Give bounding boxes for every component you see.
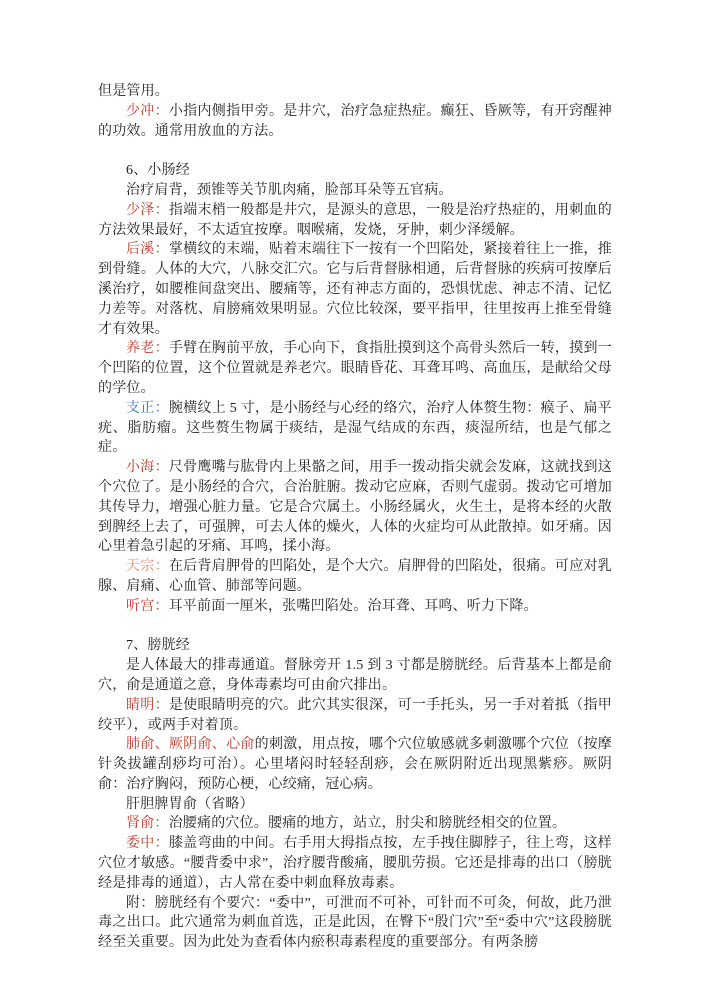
body-text: 7、膀胱经 — [126, 638, 190, 654]
paragraph-spacer — [98, 617, 612, 637]
acupoint-name-label: 小海： — [126, 460, 169, 476]
acupoint-name-label: 养老： — [126, 341, 169, 357]
body-text: 尺骨鹰嘴与肱骨内上果骼之间，用手一拨动指尖就会发麻，这就找到这个穴位了。是小肠经的合穴，合治脏腑。拨动它应麻，否则气虚弱。拨动它可增加其传导力，增强心脏力量。它是合穴属土。小肠经属火，火生土，是将本经的火散到脾经上去了，可强脾，可去人体的燥火，人体的火症均可从此散掉。如牙痛。因心里着急引起的牙痛、耳鸣，揉小海。 — [98, 460, 612, 555]
acupoint-name-label: 听宫： — [126, 598, 169, 614]
acupoint-name-label: 后溪： — [126, 242, 169, 258]
para-shaochong — [98, 102, 612, 142]
body-text: 但是管用。 — [98, 84, 169, 99]
acupoint-name-label: 睛明： — [126, 697, 169, 713]
para-tianzong — [98, 557, 612, 597]
para-yanglao — [98, 339, 612, 398]
document-body — [98, 82, 612, 953]
para-shenshu — [98, 814, 612, 834]
body-text: 膝盖弯曲的中间。右手用大拇指点按，左手拽住脚脖子，往上弯，这样穴位才敏感。“腰背委中求”，治疗腰背酸痛，腰肌劳损。它还是排毒的出口（膀胱经是排毒的通道），古人常在委中刺血释放毒素。 — [98, 836, 612, 891]
para-gandanpiweishu — [98, 795, 612, 815]
body-text: 手臂在胸前平放，手心向下，食指肚摸到这个高骨头然后一转，摸到一个凹陷的位置，这个位置就是养老穴。眼睛昏花、耳聋耳鸣、高血压，是献给父母的学位。 — [98, 341, 612, 396]
acupoint-name-label: 少冲： — [126, 103, 169, 119]
para-weizhong — [98, 834, 612, 893]
acupoint-name-label: 少泽： — [126, 202, 169, 218]
body-text: 小指内侧指甲旁。是井穴，治疗急症热症。癫狂、昏厥等，有开窍醒神的功效。通常用放血的方法。 — [98, 103, 612, 139]
body-text: 是人体最大的排毒通道。督脉旁开 1.5 到 3 寸都是膀胱经。后背基本上都是俞穴，俞是通道之意，身体毒素均可由俞穴排出。 — [98, 658, 612, 693]
body-text: 腕横纹上 5 寸，是小肠经与心经的络穴，治疗人体赘生物：瘊子、扁平疣、脂肪瘤。这些赘生物属于痰结，是湿气结成的东西，痰湿所结，也是气郁之症。 — [98, 400, 612, 456]
para-tinggong — [98, 597, 612, 617]
body-text: 的刺激，用点按，哪个穴位敏感就多刺激哪个穴位（按摩针灸拔罐刮痧均可治）。心里堵闷时轻轻刮痧，会在厥阴附近出现黑紫痧。厥阴俞：治疗胸闷，预防心梗，心绞痛，冠心病。 — [98, 737, 612, 792]
paragraph-spacer — [98, 141, 612, 161]
acupoint-name-label: 天宗： — [126, 559, 169, 575]
para-xiaohai — [98, 458, 612, 557]
body-text: 6、小肠经 — [126, 163, 190, 179]
acupoint-name-label: 肾俞： — [126, 816, 169, 832]
body-text: 治疗肩背，颈锥等关节肌肉痛，脸部耳朵等五官病。 — [126, 182, 453, 198]
acupoint-name-label: 委中： — [126, 836, 169, 852]
body-text: 耳平前面一厘米，张嘴凹陷处。治耳聋、耳鸣、听力下降。 — [168, 598, 538, 614]
body-text: 附：膀胱经有个要穴：“委中”，可泄而不可补，可针而不可灸，何故，此乃泄毒之出口。此穴通常为刺血首选，正是此因，在臀下“殷门穴”至“委中穴”这段膀胱经至关重要。因为此处为查看体内瘀积毒素程度的重要部分。有两条膀 — [98, 895, 612, 951]
body-text: 指端末梢一般都是井穴，是源头的意思，一般是治疗热症的，用刺血的方法效果最好，不太适宜按摩。咽喉痛，发烧，牙肿，刺少泽缓解。 — [98, 202, 612, 238]
para-feishu-jueyinshu-xinshu — [98, 735, 612, 794]
para-continuation-top — [98, 82, 612, 102]
acupoint-name-label: 支正： — [126, 400, 169, 416]
para-jingming — [98, 696, 612, 736]
body-text: 是使眼睛明亮的穴。此穴其实很深，可一手托头，另一手对着抵（指甲绞平），或两手对着顶。 — [98, 697, 612, 733]
body-text: 治腰痛的穴位。腰痛的地方，站立，肘尖和膀胱经相交的位置。 — [168, 816, 567, 832]
para-zhizheng — [98, 399, 612, 458]
body-text: 掌横纹的末端，贴着末端往下一按有一个凹陷处，紧接着往上一推，推到骨缝。人体的大穴，八脉交汇穴。它与后背督脉相通，后背督脉的疾病可按摩后溪治疗，如腰椎间盘突出、腰痛等，还有神志方面的，恐惧忧虑、神志不清、记忆力差等。对落枕、肩膀痛效果明显。穴位比较深，要平指甲，往里按再上推至骨缝才有效果。 — [98, 242, 612, 337]
para-fu-note — [98, 894, 612, 953]
para-pangguangjing-intro — [98, 656, 612, 696]
body-text: 肝胆脾胃俞（省略） — [126, 796, 254, 812]
body-text: 在后背肩胛骨的凹陷处，是个大穴。肩胛骨的凹陷处，很痛。可应对乳腺、肩痛、心血管、肺部等问题。 — [98, 559, 612, 594]
acupoint-name-label: 肺俞、厥阴俞、心俞 — [126, 737, 255, 753]
para-houxi — [98, 240, 612, 339]
heading-section-7 — [98, 636, 612, 656]
para-xiaochangjing-intro — [98, 181, 612, 201]
para-shaoze — [98, 201, 612, 241]
heading-section-6 — [98, 161, 612, 181]
